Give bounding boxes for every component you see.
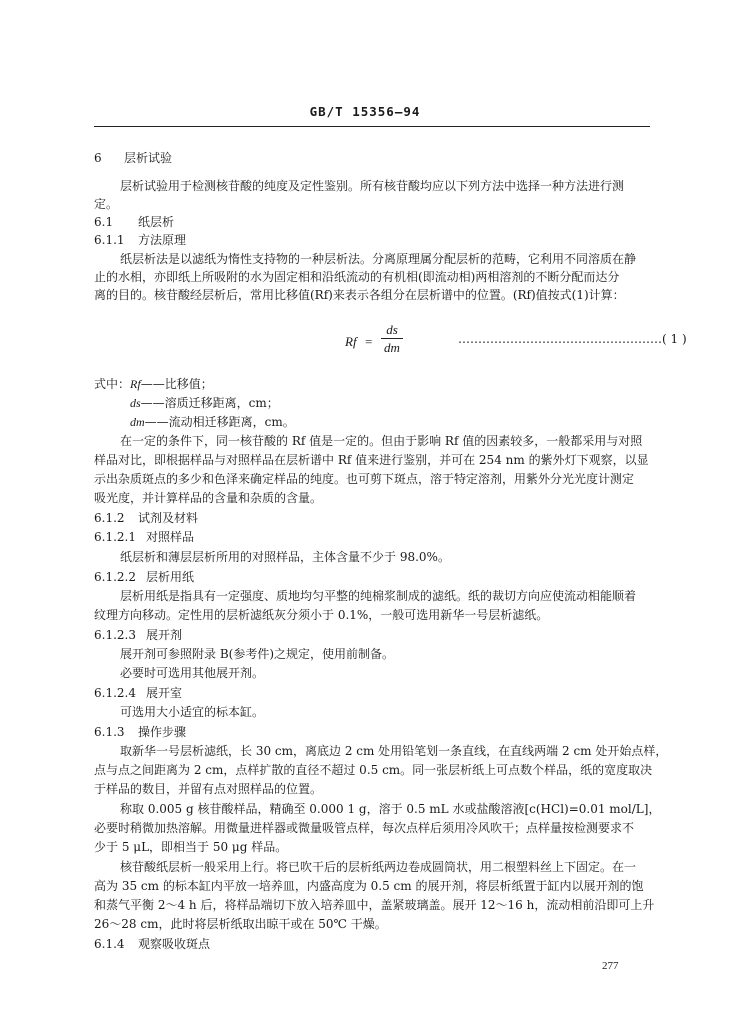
steps-c-line-3: 和蒸气平衡 2～4 h 后，将样品端切下放入培养皿中，盖紧玻璃盖。展开 12～16 h，流动相前沿即可上升 <box>94 898 655 912</box>
steps-a-line-1: 取新华一号层析滤纸，长 30 cm，离底边 2 cm 处用铅笔划一条直线，在直线两端 2 cm 处开始点样， <box>120 744 668 758</box>
fraction-bar <box>381 338 403 339</box>
principle-line-2: 止的水相，亦即纸上所吸附的水为固定相和沿纸流动的有机相(即流动相)两相溶剂的不断分配而达分 <box>94 270 620 284</box>
steps-b-line-3: 少于 5 μL，即相当于 50 μg 样品。 <box>94 840 288 854</box>
section-title: 观察吸收斑点 <box>138 937 211 951</box>
steps-b-line-1: 称取 0.005 g 核苷酸样品，精确至 0.000 1 g，溶于 0.5 mL 水或盐酸溶液[c(HCl)=0.01 mol/L]， <box>120 802 661 816</box>
steps-b-line-2: 必要时稍微加热溶解。用微量进样器或微量吸管点样，每次点样后须用冷风吹干；点样量按检测要求不 <box>94 821 635 835</box>
steps-a-line-2: 点与点之间距离为 2 cm，点样扩散的直径不超过 0.5 cm。同一张层析纸上可点数个样品，纸的宽度取决 <box>94 763 653 777</box>
chamber-text: 可选用大小适宜的标本缸。 <box>120 705 265 719</box>
leader-dots: …………………………………………… <box>458 332 662 346</box>
section-number: 6.1.1 <box>94 233 125 247</box>
variable-def-3 <box>130 414 295 430</box>
header-rule <box>94 126 650 127</box>
steps-c-line-2: 高为 35 cm 的标本缸内平放一培养皿，内盛高度为 0.5 cm 的展开剂，将层析纸置于缸内以展开剂的饱 <box>94 879 644 893</box>
section-title: 纸层析 <box>138 215 175 229</box>
section-6-1-2-2-heading <box>94 569 194 585</box>
var-description: ——流动相迁移距离，cm。 <box>144 415 295 429</box>
rf-formula <box>345 322 455 362</box>
section-number: 6 <box>94 151 102 165</box>
variable-def-2 <box>130 395 279 411</box>
intro-line-2: 定。 <box>94 197 119 211</box>
section-number: 6.1.2.2 <box>94 570 136 584</box>
condition-line-1: 在一定的条件下，同一核苷酸的 Rf 值是一定的。但由于影响 Rf 值的因素较多，一般都采用与对照 <box>120 434 643 448</box>
where-label: 式中： <box>94 377 131 391</box>
paper-line-1: 层析用纸是指具有一定强度、质地均匀平整的纯棉浆制成的滤纸。纸的裁切方向应使流动相能顺着 <box>120 589 637 603</box>
principle-line-3: 离的目的。核苷酸经层析后，常用比移值(Rf)来表示各组分在层析谱中的位置。(Rf)值按式(1)计算： <box>94 288 625 302</box>
formula-equals: = <box>365 334 373 349</box>
section-number: 6.1.4 <box>94 937 125 951</box>
section-title: 对照样品 <box>146 530 195 544</box>
steps-a-line-3: 于样品的数目，并留有点对照样品的位置。 <box>94 782 323 796</box>
section-6-1-2-3-heading <box>94 627 182 643</box>
section-title: 方法原理 <box>138 233 187 247</box>
condition-line-2: 样品对比，即根据样品与对照样品在层析谱中 Rf 值来进行鉴别，并可在 254 nm 的紫外灯下观察，以显 <box>94 453 649 467</box>
condition-line-3: 示出杂质斑点的多少和色泽来确定样品的纯度。也可剪下斑点，溶于特定溶剂，用紫外分光光度计测定 <box>94 472 635 486</box>
var-symbol: dm <box>130 415 145 429</box>
section-title: 展开室 <box>146 686 183 700</box>
formula-lhs: Rf <box>345 334 357 349</box>
var-symbol: ds <box>130 396 141 410</box>
section-title: 试剂及材料 <box>138 511 199 525</box>
ref-sample-text: 纸层析和薄层层析所用的对照样品，主体含量不少于 98.0%。 <box>120 550 450 564</box>
section-title: 展开剂 <box>146 628 183 642</box>
section-6-1-2-heading <box>94 510 198 526</box>
section-6-1-3-heading <box>94 724 186 740</box>
section-6-heading <box>94 150 172 166</box>
section-number: 6.1 <box>94 215 114 229</box>
equation-number-line <box>458 332 687 346</box>
paper-line-2: 纹理方向移动。定性用的层析滤纸灰分须小于 0.1%，一般可选用新华一号层析滤纸。 <box>94 608 549 622</box>
var-description: ——溶质迁移距离，cm； <box>140 396 279 410</box>
section-number: 6.1.2.1 <box>94 530 136 544</box>
section-number: 6.1.2 <box>94 511 125 525</box>
var-symbol: Rf <box>130 377 141 391</box>
steps-c-line-4: 26～28 cm，此时将层析纸取出晾干或在 50℃ 干燥。 <box>94 917 387 931</box>
section-6-1-4-heading <box>94 936 210 952</box>
section-6-1-2-4-heading <box>94 685 182 701</box>
section-title: 操作步骤 <box>138 725 187 739</box>
section-number: 6.1.2.3 <box>94 628 136 642</box>
developer-line-2: 必要时可选用其他展开剂。 <box>120 666 265 680</box>
section-title: 层析试验 <box>124 151 173 165</box>
page-number: 277 <box>602 960 619 972</box>
var-description: ——比移值； <box>140 377 213 391</box>
formula-numerator: ds <box>386 322 398 337</box>
section-number: 6.1.2.4 <box>94 686 136 700</box>
intro-line-1: 层析试验用于检测核苷酸的纯度及定性鉴别。所有核苷酸均应以下列方法中选择一种方法进行测 <box>120 179 625 193</box>
formula-fraction <box>381 322 403 355</box>
condition-line-4: 吸光度，并计算样品的含量和杂质的含量。 <box>94 491 323 505</box>
principle-line-1: 纸层析法是以滤纸为惰性支持物的一种层析法。分离原理属分配层析的范畴，它利用不同溶质在静 <box>120 252 637 266</box>
section-number: 6.1.3 <box>94 725 125 739</box>
section-6-1-heading <box>94 214 174 230</box>
variable-def-1 <box>94 376 213 392</box>
equation-number: ( 1 ) <box>662 332 687 346</box>
formula-denominator: dm <box>384 340 400 355</box>
developer-line-1: 展开剂可参照附录 B(参考件)之规定，使用前制备。 <box>120 647 394 661</box>
section-6-1-1-heading <box>94 232 186 248</box>
section-title: 层析用纸 <box>146 570 195 584</box>
steps-c-line-1: 核苷酸纸层析一般采用上行。将已吹干后的层析纸两边卷成圆筒状，用二根塑料丝上下固定。在一 <box>120 860 637 874</box>
standard-header: GB/T 15356—94 <box>309 104 421 119</box>
section-6-1-2-1-heading <box>94 529 194 545</box>
